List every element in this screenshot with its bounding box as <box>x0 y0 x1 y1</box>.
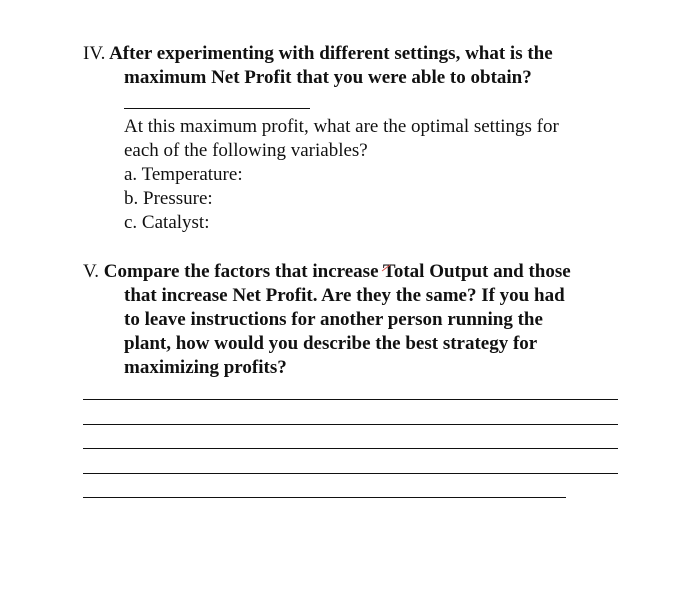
answer-line-4[interactable] <box>83 473 618 474</box>
item-pressure: b. Pressure: <box>124 188 213 209</box>
question-iv-line-1 <box>83 42 643 66</box>
followup-line-1: At this maximum profit, what are the optimal settings for <box>124 116 559 137</box>
question-v-line-1 <box>83 260 653 284</box>
followup-line-2: each of the following variables? <box>124 140 368 161</box>
question-iv-line-2: maximum Net Profit that you were able to obtain? <box>124 67 532 88</box>
item-catalyst: c. Catalyst: <box>124 212 210 233</box>
red-pen-mark <box>381 264 391 272</box>
answer-line-2[interactable] <box>83 424 618 425</box>
item-temperature: a. Temperature: <box>124 164 243 185</box>
question-v-line-4: plant, how would you describe the best strategy for <box>124 333 538 354</box>
answer-line-1[interactable] <box>83 399 618 400</box>
question-v-numeral: V. <box>83 261 100 282</box>
question-iv-text-1: After experimenting with different settings, what is the <box>109 43 553 64</box>
question-v <box>83 260 653 380</box>
question-iv-followup <box>83 115 643 235</box>
answer-line-5[interactable] <box>83 497 566 498</box>
question-v-line-3: to leave instructions for another person running the <box>124 309 543 330</box>
answer-line-3[interactable] <box>83 448 618 449</box>
question-iv <box>83 42 643 90</box>
question-v-line-2: that increase Net Profit. Are they the same? If you had <box>124 285 565 306</box>
question-v-line-5: maximizing profits? <box>124 357 287 378</box>
answer-blank-iv[interactable] <box>124 108 310 109</box>
question-v-text-1: Compare the factors that increase Total Output and those <box>103 261 571 282</box>
question-iv-numeral: IV. <box>83 43 106 64</box>
